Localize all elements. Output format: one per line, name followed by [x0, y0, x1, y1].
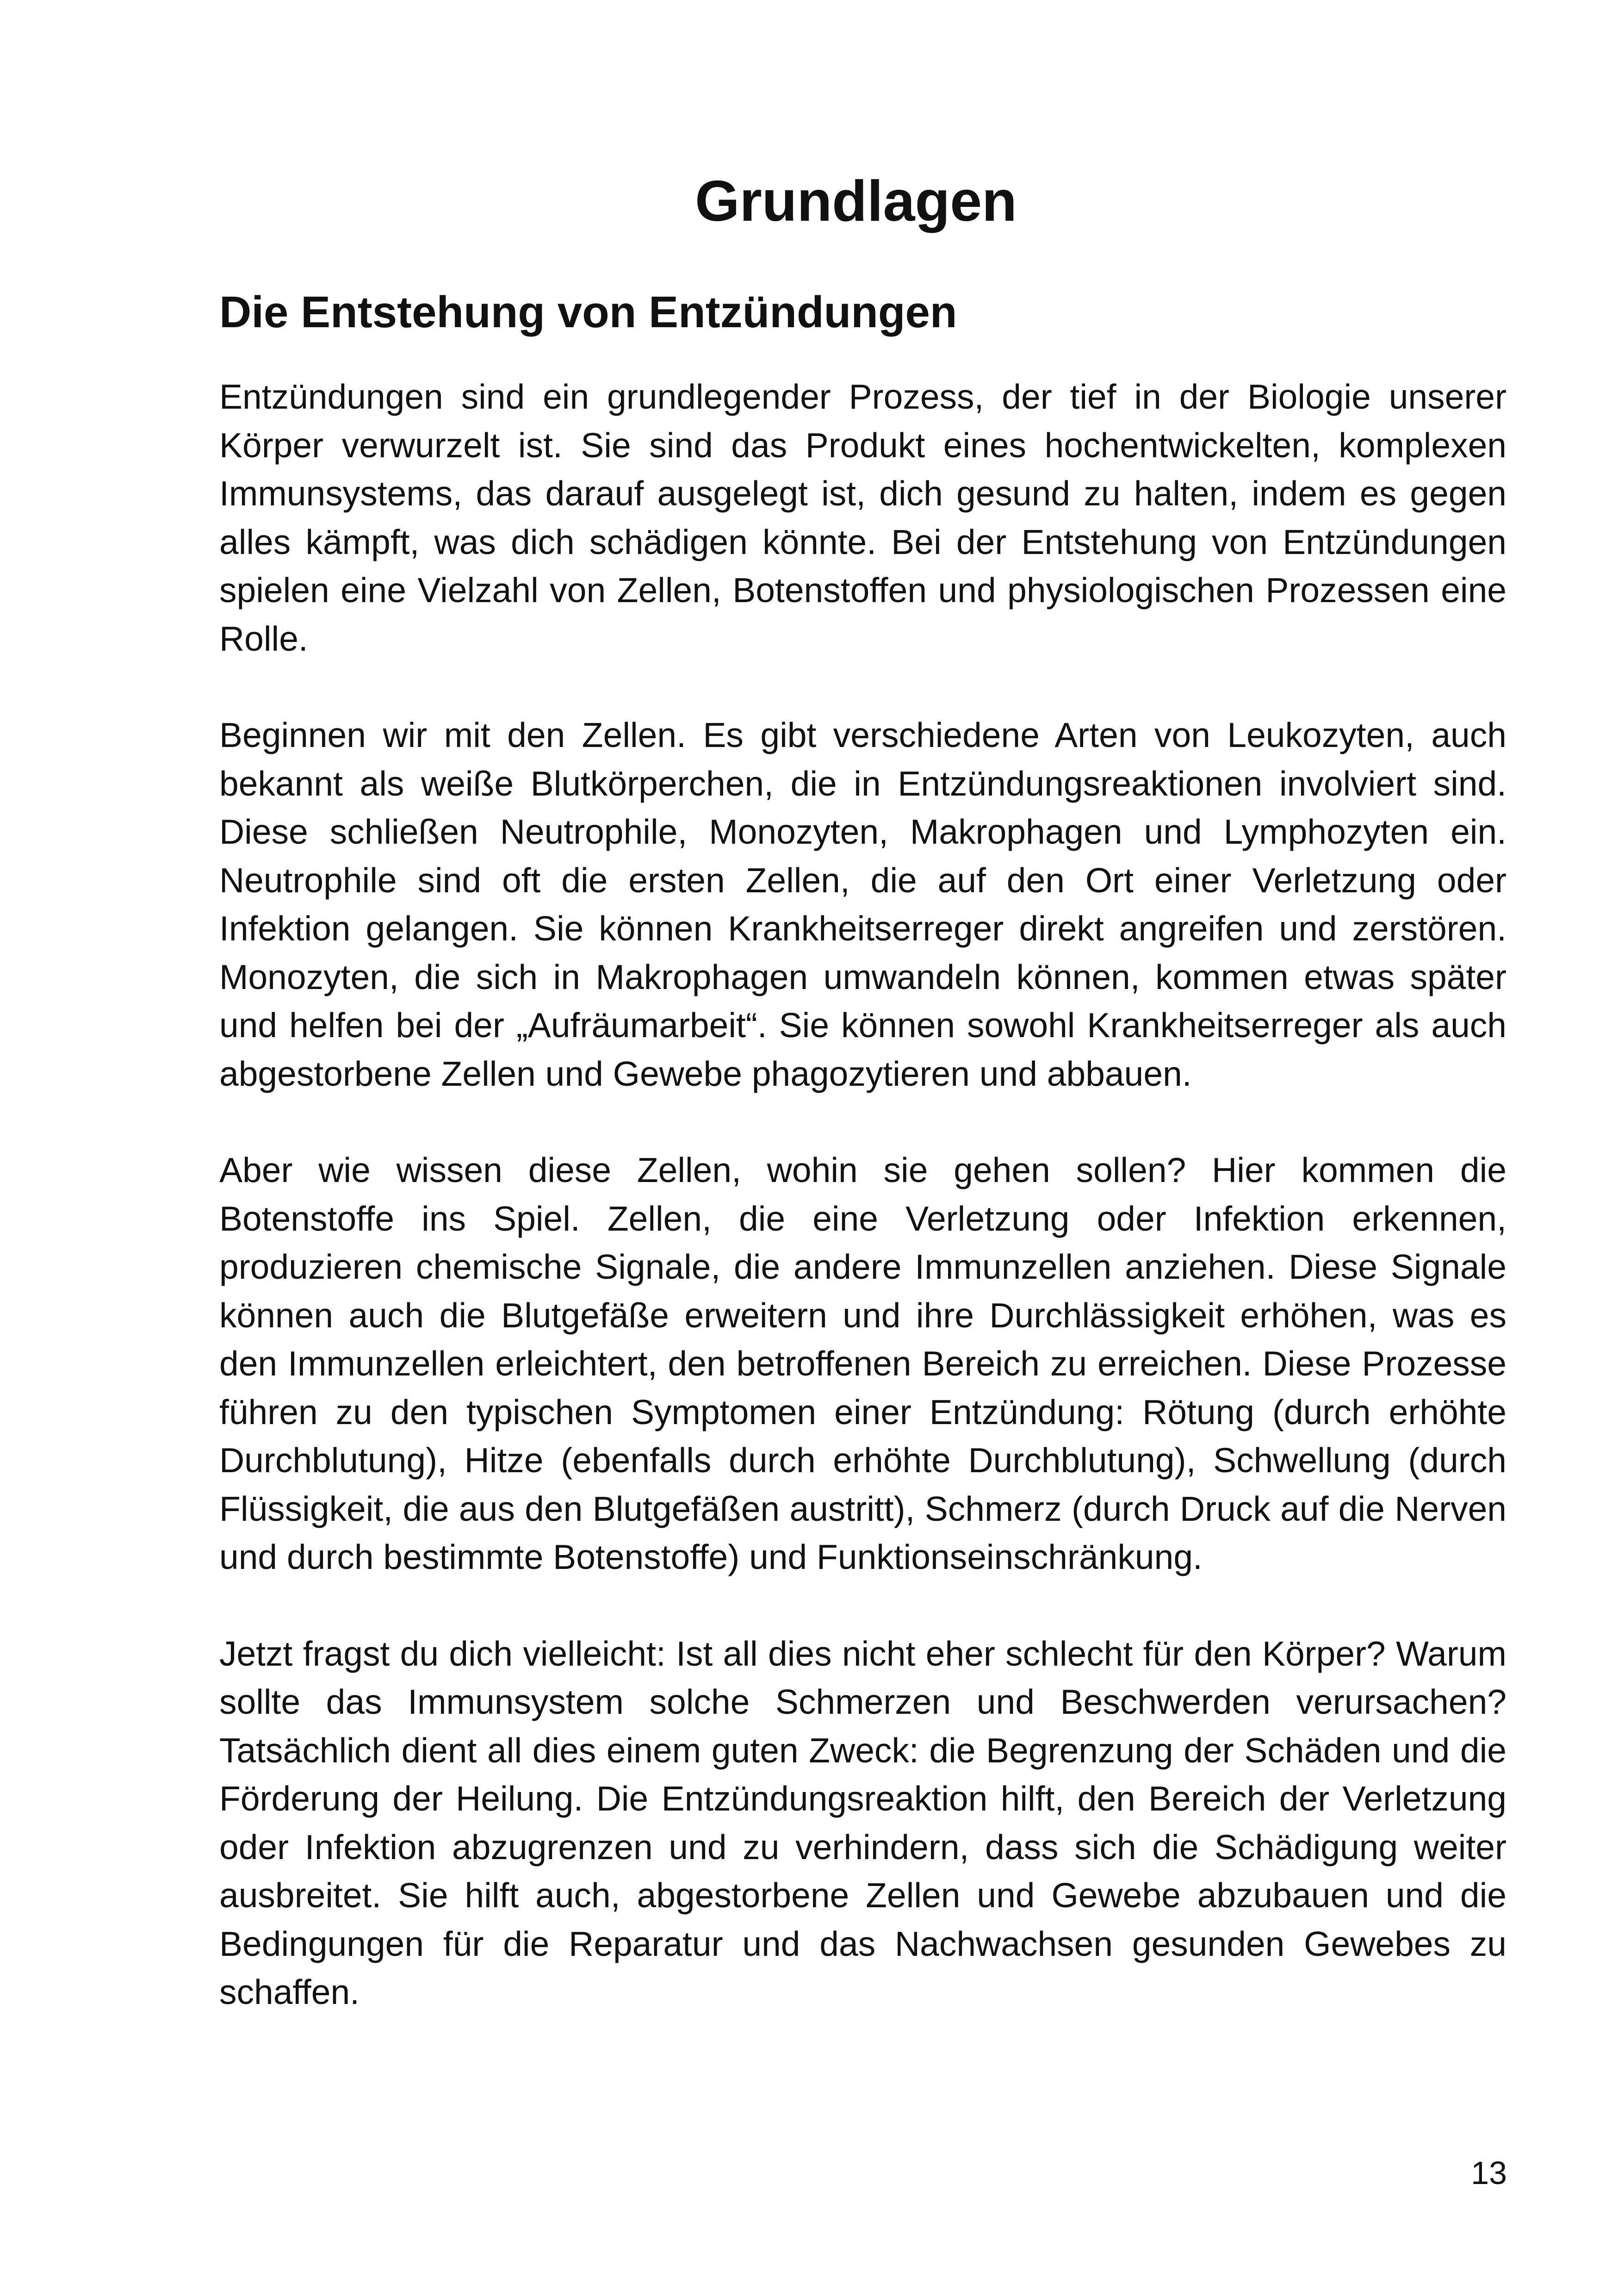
chapter-title: Grundlagen — [695, 169, 1017, 233]
section-title: Die Entstehung von Entzündungen — [219, 287, 957, 337]
paragraph: Beginnen wir mit den Zellen. Es gibt verschiedene Arten von Leukozyten, auch bekannt als weiße Blutkörperchen, die in Entzündungsreaktionen involviert sind. Diese schließen Neutrophile, Monozyten, Makrophagen und Lymphozyten ein. Neutrophile sind oft die ersten Zellen, die auf den Ort einer Verletzung oder Infektion gelangen. Sie können Krankheitserreger direkt angreifen und zerstören. Monozyten, die sich in Makrophagen umwandeln können, kommen etwas später und helfen bei der „Aufräumarbeit“. Sie können sowohl Krankheitserreger als auch abgestorbene Zellen und Gewebe phagozytieren und abbauen. — [219, 716, 1506, 1093]
paragraph: Jetzt fragst du dich vielleicht: Ist all dies nicht eher schlecht für den Körper? Warum sollte das Immunsystem solche Schmerzen und Beschwerden verursachen? Tatsächlich dient all dies einem guten Zweck: die Begrenzung der Schäden und die Förderung der Heilung. Die Entzündungsreaktion hilft, den Bereich der Verletzung oder Infektion abzugrenzen und zu verhindern, dass sich die Schädigung weiter ausbreitet. Sie hilft auch, abgestorbene Zellen und Gewebe abzubauen und die Bedingungen für die Reparatur und das Nachwachsen gesunden Gewebes zu schaffen. — [219, 1634, 1506, 2011]
body-text — [219, 373, 1506, 2065]
paragraph: Aber wie wissen diese Zellen, wohin sie gehen sollen? Hier kommen die Botenstoffe ins Spiel. Zellen, die eine Verletzung oder Infektion erkennen, produzieren chemische Signale, die andere Immunzellen anziehen. Diese Signale können auch die Blutgefäße erweitern und ihre Durchlässigkeit erhöhen, was es den Immunzellen erleichtert, den betroffenen Bereich zu erreichen. Diese Prozesse führen zu den typischen Symptomen einer Entzündung: Rötung (durch erhöhte Durchblutung), Hitze (ebenfalls durch erhöhte Durchblutung), Schwellung (durch Flüssigkeit, die aus den Blutgefäßen austritt), Schmerz (durch Druck auf die Nerven und durch bestimmte Botenstoffe) und Funktionseinschränkung. — [219, 1151, 1506, 1576]
page-number: 13 — [1471, 2155, 1507, 2191]
paragraph: Entzündungen sind ein grundlegender Prozess, der tief in der Biologie unserer Körper verwurzelt ist. Sie sind das Produkt eines hochentwickelten, komplexen Immunsystems, das darauf ausgelegt ist, dich gesund zu halten, indem es gegen alles kämpft, was dich schädigen könnte. Bei der Entstehung von Entzündungen spielen eine Vielzahl von Zellen, Botenstoffen und physiologischen Prozessen eine Rolle. — [219, 377, 1506, 658]
